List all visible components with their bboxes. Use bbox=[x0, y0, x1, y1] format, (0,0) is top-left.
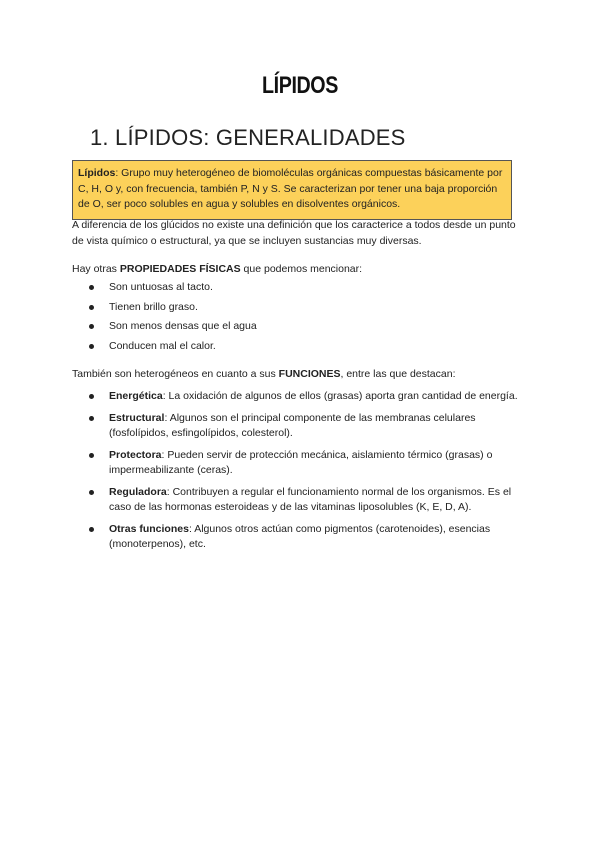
list-item bbox=[72, 300, 512, 320]
functions-lead: También son heterogéneos en cuanto a sus bbox=[72, 368, 279, 380]
bullet-icon bbox=[89, 344, 94, 349]
callout-term: Lípidos bbox=[78, 167, 116, 179]
function-text: : Algunos otros actúan como pigmentos (carotenoides), esencias (monoterpenos), etc. bbox=[109, 523, 491, 550]
function-text: : La oxidación de algunos de ellos (grasas) aporta gran cantidad de energía. bbox=[162, 390, 518, 402]
list-item bbox=[72, 411, 522, 441]
bullet-icon bbox=[89, 527, 94, 532]
function-term: Estructural bbox=[109, 412, 165, 424]
definition-callout bbox=[72, 160, 512, 220]
function-term: Reguladora bbox=[109, 486, 167, 498]
functions-keyword: FUNCIONES bbox=[278, 368, 341, 380]
list-item bbox=[72, 339, 512, 359]
document-title: LÍPIDOS bbox=[262, 72, 338, 99]
list-item bbox=[72, 319, 512, 339]
list-item bbox=[72, 389, 522, 404]
list-item-text: Tienen brillo graso. bbox=[109, 300, 198, 313]
bullet-icon bbox=[89, 453, 94, 458]
bullet-icon bbox=[89, 416, 94, 421]
section-heading: 1. LÍPIDOS: GENERALIDADES bbox=[90, 125, 406, 150]
bullet-icon bbox=[89, 490, 94, 495]
physical-properties-list bbox=[72, 280, 512, 358]
functions-intro bbox=[72, 367, 522, 383]
physical-keyword: PROPIEDADES FÍSICAS bbox=[119, 263, 241, 275]
list-item-text: Conducen mal el calor. bbox=[109, 339, 216, 352]
physical-lead: Hay otras bbox=[72, 263, 120, 275]
bullet-icon bbox=[89, 324, 94, 329]
bullet-icon bbox=[89, 394, 94, 399]
list-item bbox=[72, 522, 522, 552]
list-item-text: Son menos densas que el agua bbox=[109, 320, 257, 332]
list-item-text: Son untuosas al tacto. bbox=[109, 281, 213, 293]
function-text: : Algunos son el principal componente de las membranas celulares (fosfolípidos, esfingolípidos, colesterol). bbox=[109, 412, 476, 439]
function-term: Energética bbox=[109, 390, 163, 402]
function-term: Protectora bbox=[109, 449, 162, 461]
list-item bbox=[72, 280, 512, 300]
list-item bbox=[72, 448, 522, 478]
functions-tail: , entre las que destacan: bbox=[340, 368, 456, 380]
function-text: : Contribuyen a regular el funcionamiento normal de los organismos. Es el caso de las hormonas esteroideas y de las vitaminas liposolubles (K, E, D, A). bbox=[109, 486, 512, 513]
physical-properties-intro bbox=[72, 262, 522, 278]
function-term: Otras funciones bbox=[109, 523, 189, 535]
list-item bbox=[72, 485, 522, 515]
functions-list bbox=[72, 389, 522, 559]
callout-text: : Grupo muy heterogéneo de biomoléculas orgánicas compuestas básicamente por C, H, O y, con frecuencia, también P, N y S. Se caracterizan por tener una baja proporción de O, ser poco solubles en agua y solubles en disolventes orgánicos. bbox=[78, 167, 503, 210]
bullet-icon bbox=[89, 285, 94, 290]
bullet-icon bbox=[89, 305, 94, 310]
intro-paragraph: A diferencia de los glúcidos no existe una definición que los caracterice a todos desde un punto de vista químico o estructural, ya que se incluyen sustancias muy diversas. bbox=[72, 219, 516, 247]
function-text: : Pueden servir de protección mecánica, aislamiento térmico (grasas) o impermeabilizante (ceras). bbox=[109, 449, 493, 476]
physical-tail: que podemos mencionar: bbox=[240, 263, 363, 275]
